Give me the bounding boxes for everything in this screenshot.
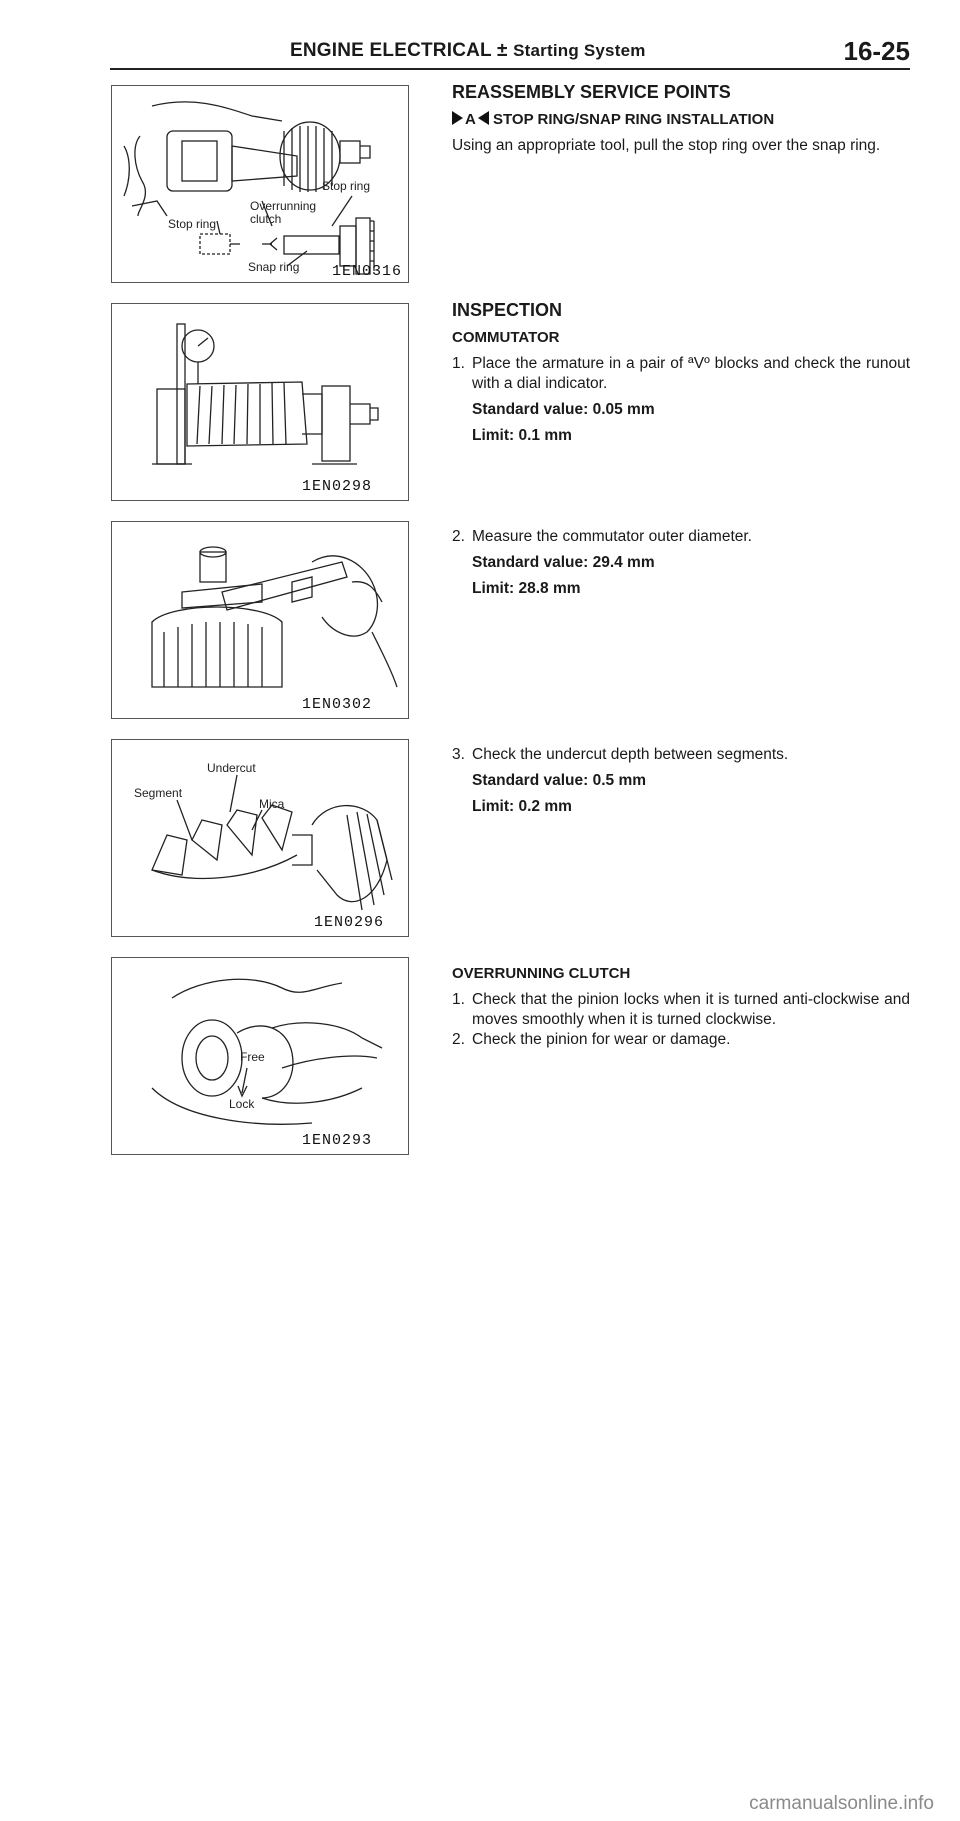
header-title xyxy=(290,40,646,62)
figure-2-code: 1EN0298 xyxy=(302,478,373,495)
figure-stop-ring-installation xyxy=(111,85,409,283)
arrow-right-icon xyxy=(452,111,463,125)
section-reassembly-text: Using an appropriate tool, pull the stop ring over the snap ring. xyxy=(452,137,881,154)
commutator-step-1-spec xyxy=(472,400,910,446)
page-header xyxy=(110,36,910,68)
figure-4-code: 1EN0296 xyxy=(314,914,385,931)
clutch-step-2 xyxy=(452,1030,910,1050)
header-title-sub: Starting System xyxy=(513,41,646,60)
figure-1-label-stop-ring-right: Stop ring xyxy=(322,179,371,193)
commutator-step-2-block xyxy=(452,527,910,605)
watermark: carmanualsonline.info xyxy=(749,1793,934,1814)
section-overrunning-clutch-subtitle: OVERRUNNING CLUTCH xyxy=(452,965,631,982)
step-number: 3. xyxy=(452,746,465,763)
step-text: Place the armature in a pair of ªVº blocks and check the runout with a dial indicator. xyxy=(472,355,910,392)
commutator-step-3 xyxy=(452,745,910,765)
figure-1-label-overrunning: Overrunning xyxy=(250,199,317,213)
figure-diameter-measurement xyxy=(111,521,409,719)
step-text: Measure the commutator outer diameter. xyxy=(472,528,752,545)
commutator-step-3-spec xyxy=(472,771,910,817)
limit-value: Limit: 28.8 mm xyxy=(472,580,581,597)
arrow-left-icon xyxy=(478,111,489,125)
standard-value: Standard value: 0.05 mm xyxy=(472,401,655,418)
figure-1-code: 1EN0316 xyxy=(332,263,403,280)
figure-4-label-mica: Mica xyxy=(259,797,285,811)
section-reassembly-title: REASSEMBLY SERVICE POINTS xyxy=(452,82,731,102)
figure-4-label-undercut: Undercut xyxy=(207,761,256,775)
section-commutator-subtitle: COMMUTATOR xyxy=(452,329,560,346)
commutator-step-3-block xyxy=(452,745,910,823)
step-text: Check the undercut depth between segments. xyxy=(472,746,789,763)
figure-overrunning-clutch xyxy=(111,957,409,1155)
header-title-main: ENGINE ELECTRICAL ± xyxy=(290,40,508,61)
step-number: 1. xyxy=(452,355,465,372)
standard-value: Standard value: 0.5 mm xyxy=(472,772,647,789)
standard-value: Standard value: 29.4 mm xyxy=(472,554,655,571)
figure-5-label-free: Free xyxy=(240,1050,265,1064)
step-number: 1. xyxy=(452,991,465,1008)
figure-1-label-stop-ring-left: Stop ring xyxy=(168,217,217,231)
section-inspection xyxy=(452,300,910,452)
figure-5-label-lock: Lock xyxy=(229,1097,255,1111)
commutator-step-2 xyxy=(452,527,910,547)
clutch-step-1 xyxy=(452,990,910,1030)
figure-3-code: 1EN0302 xyxy=(302,696,373,713)
figure-runout-check xyxy=(111,303,409,501)
section-reassembly-subtitle: STOP RING/SNAP RING INSTALLATION xyxy=(493,111,775,128)
page-number: 16-25 xyxy=(843,36,910,66)
reference-letter: A xyxy=(465,111,476,128)
limit-value: Limit: 0.2 mm xyxy=(472,798,572,815)
limit-value: Limit: 0.1 mm xyxy=(472,427,572,444)
figure-4-label-segment: Segment xyxy=(134,786,183,800)
section-overrunning-clutch xyxy=(452,964,910,1050)
section-reassembly-subtitle-row xyxy=(452,110,910,130)
step-text: Check the pinion for wear or damage. xyxy=(472,1031,731,1048)
step-text: Check that the pinion locks when it is turned anti-clockwise and moves smoothly when it is turned clockwise. xyxy=(472,991,910,1028)
header-rule xyxy=(110,68,910,70)
figure-5-code: 1EN0293 xyxy=(302,1132,373,1149)
step-number: 2. xyxy=(452,1031,465,1048)
figure-undercut-depth xyxy=(111,739,409,937)
commutator-step-1 xyxy=(452,354,910,394)
step-number: 2. xyxy=(452,528,465,545)
commutator-step-2-spec xyxy=(472,553,910,599)
figure-1-label-snap-ring: Snap ring xyxy=(248,260,300,274)
section-inspection-title: INSPECTION xyxy=(452,300,563,320)
figure-1-label-clutch: clutch xyxy=(250,212,282,226)
section-reassembly xyxy=(452,82,910,162)
